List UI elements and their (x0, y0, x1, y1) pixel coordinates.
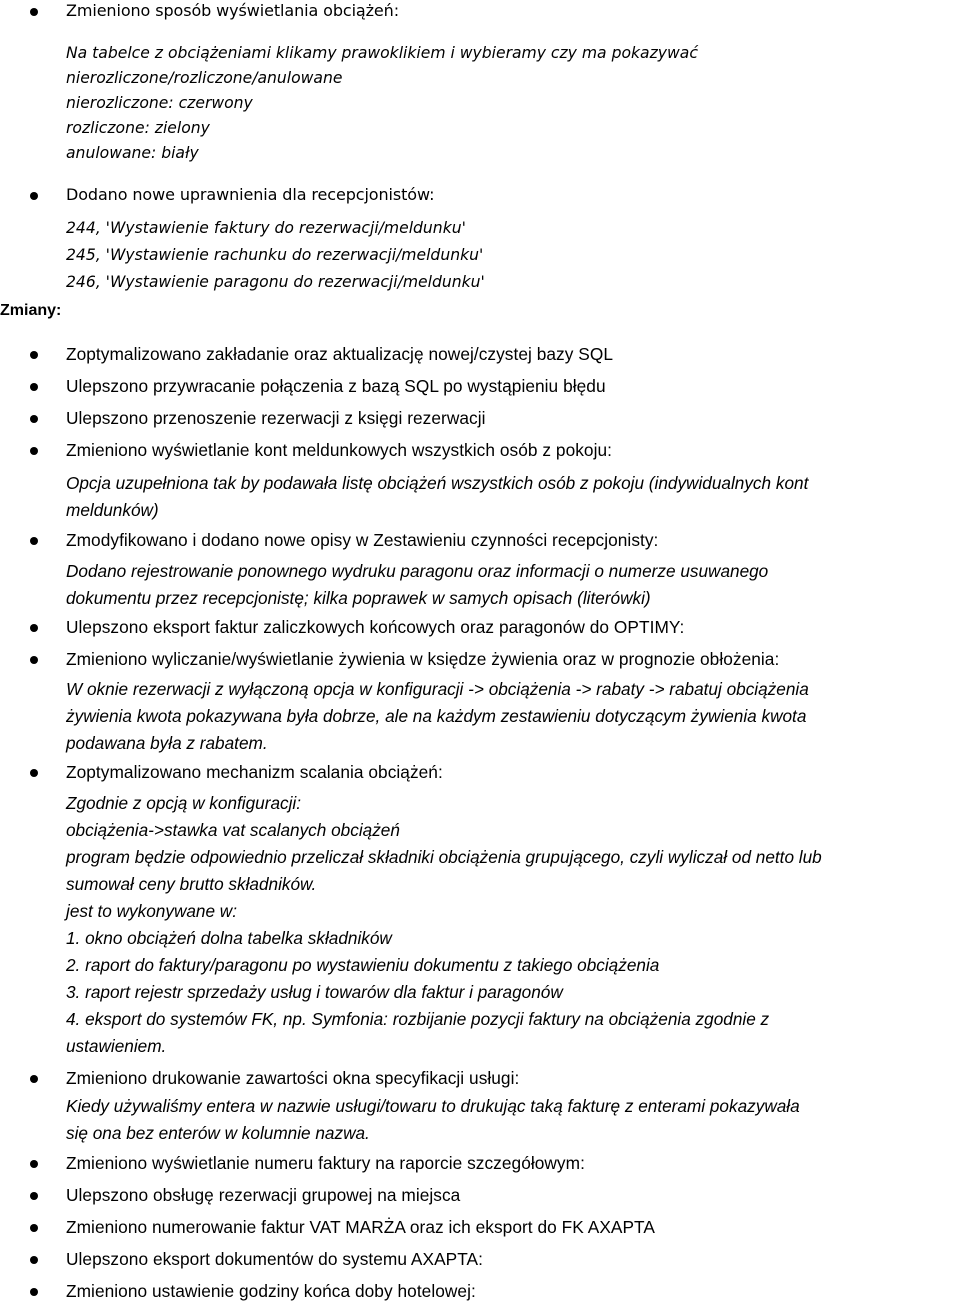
bullet-icon (30, 769, 38, 777)
detail-line: obciążenia->stawka vat scalanych obciążeń (66, 820, 400, 840)
detail-line: 2. raport do faktury/paragonu po wystawieniu dokumentu z takiego obciążenia (66, 955, 660, 975)
detail-line: 245, 'Wystawienie rachunku do rezerwacji/meldunku' (66, 246, 484, 264)
bullet-icon (30, 1192, 38, 1200)
bullet-icon (30, 192, 38, 200)
list-item-title: Ulepszono przywracanie połączenia z bazą SQL po wystąpieniu błędu (66, 376, 606, 396)
section-heading: Zmiany: (0, 302, 62, 319)
bullet-icon (30, 1288, 38, 1296)
list-item-title: Dodano nowe uprawnienia dla recepcjonistów: (66, 185, 435, 204)
detail-line: sumował ceny brutto składników. (66, 874, 317, 894)
list-item-title: Ulepszono przenoszenie rezerwacji z księgi rezerwacji (66, 408, 486, 428)
detail-line: rozliczone: zielony (66, 119, 210, 137)
detail-line: Na tabelce z obciążeniami klikamy prawoklikiem i wybieramy czy ma pokazywać (66, 44, 698, 62)
bullet-icon (30, 537, 38, 545)
bullet-icon (30, 624, 38, 632)
detail-line: 3. raport rejestr sprzedaży usług i towarów dla faktur i paragonów (66, 982, 563, 1002)
detail-line: Opcja uzupełniona tak by podawała listę obciążeń wszystkich osób z pokoju (indywidualnych kont (66, 473, 809, 493)
list-item-title: Ulepszono obsługę rezerwacji grupowej na miejsca (66, 1185, 461, 1205)
detail-line: 244, 'Wystawienie faktury do rezerwacji/meldunku' (66, 219, 466, 237)
bullet-icon (30, 415, 38, 423)
detail-line: nierozliczone: czerwony (66, 94, 253, 112)
list-item-title: Zmieniono sposób wyświetlania obciążeń: (66, 1, 400, 20)
bullet-icon (30, 383, 38, 391)
detail-line: Zgodnie z opcją w konfiguracji: (66, 793, 302, 813)
bullet-icon (30, 1160, 38, 1168)
detail-line: podawana była z rabatem. (66, 733, 268, 753)
list-item-title: Zmieniono wyliczanie/wyświetlanie żywienia w księdze żywienia oraz w prognozie obłożenia: (66, 649, 780, 669)
bullet-icon (30, 1224, 38, 1232)
detail-line: program będzie odpowiednio przeliczał składniki obciążenia grupującego, czyli wyliczał od netto lub (66, 847, 822, 867)
list-item-title: Zmieniono wyświetlanie numeru faktury na raporcie szczegółowym: (66, 1153, 585, 1173)
list-item-title: Zoptymalizowano mechanizm scalania obciążeń: (66, 762, 443, 782)
detail-line: 1. okno obciążeń dolna tabelka składników (66, 928, 392, 948)
list-item-title: Ulepszono eksport dokumentów do systemu AXAPTA: (66, 1249, 483, 1269)
bullet-icon (30, 1256, 38, 1264)
list-item-title: Ulepszono eksport faktur zaliczkowych końcowych oraz paragonów do OPTIMY: (66, 617, 685, 637)
bullet-icon (30, 8, 38, 16)
detail-line: się ona bez enterów w kolumnie nazwa. (66, 1123, 370, 1143)
bullet-icon (30, 351, 38, 359)
detail-line: ustawieniem. (66, 1036, 167, 1056)
detail-line: 4. eksport do systemów FK, np. Symfonia: rozbijanie pozycji faktury na obciążenia zgodnie z (66, 1009, 770, 1029)
list-item-title: Zmieniono drukowanie zawartości okna specyfikacji usługi: (66, 1068, 520, 1088)
bullet-icon (30, 447, 38, 455)
detail-line: meldunków) (66, 500, 159, 520)
list-item-title: Zmieniono numerowanie faktur VAT MARŻA oraz ich eksport do FK AXAPTA (66, 1217, 655, 1237)
list-item-title: Zmieniono wyświetlanie kont meldunkowych wszystkich osób z pokoju: (66, 440, 612, 460)
detail-line: nierozliczone/rozliczone/anulowane (66, 69, 343, 87)
detail-line: anulowane: biały (66, 144, 199, 162)
detail-line: żywienia kwota pokazywana była dobrze, ale na każdym zestawieniu dotyczącym żywienia kwota (66, 706, 807, 726)
detail-line: 246, 'Wystawienie paragonu do rezerwacji/meldunku' (66, 273, 485, 291)
bullet-icon (30, 656, 38, 664)
detail-line: Dodano rejestrowanie ponownego wydruku paragonu oraz informacji o numerze usuwanego (66, 561, 769, 581)
detail-line: dokumentu przez recepcjonistę; kilka poprawek w samych opisach (literówki) (66, 588, 651, 608)
detail-line: Kiedy używaliśmy entera w nazwie usługi/towaru to drukując taką fakturę z enterami pokazywała (66, 1096, 800, 1116)
bullet-icon (30, 1075, 38, 1083)
detail-line: jest to wykonywane w: (66, 901, 237, 921)
list-item-title: Zmodyfikowano i dodano nowe opisy w Zestawieniu czynności recepcjonisty: (66, 530, 659, 550)
detail-line: W oknie rezerwacji z wyłączoną opcja w konfiguracji -> obciążenia -> rabaty -> rabatuj obciążenia (66, 679, 809, 699)
list-item-title: Zmieniono ustawienie godziny końca doby hotelowej: (66, 1281, 476, 1301)
list-item-title: Zoptymalizowano zakładanie oraz aktualizację nowej/czystej bazy SQL (66, 344, 614, 364)
